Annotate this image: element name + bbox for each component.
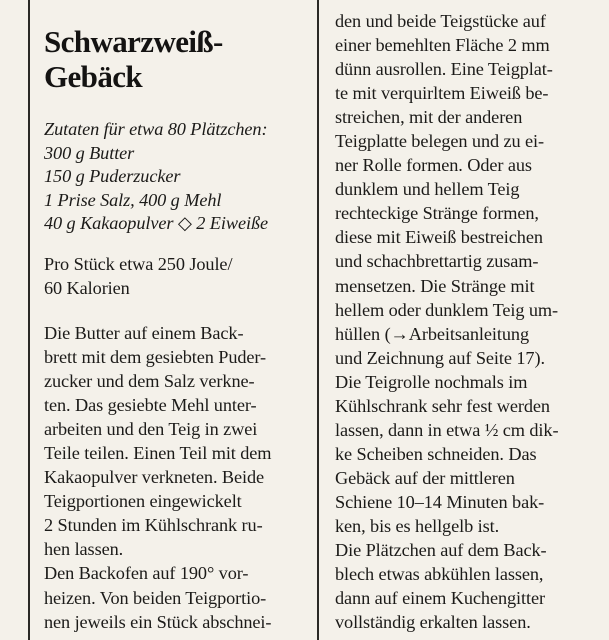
ingredients-list (44, 118, 268, 236)
instruction-line: Gebäck auf der mittleren (335, 467, 515, 488)
ingredient-item: 150 g Puderzucker (44, 166, 181, 187)
instruction-line: arbeiten und den Teig in zwei (44, 419, 258, 440)
instruction-line: Die Teigrolle nochmals im (335, 371, 528, 392)
instruction-line: dünn ausrollen. Eine Teigplat- (335, 59, 553, 80)
ingredient-item: 40 g Kakaopulver ◇ 2 Eiweiße (44, 213, 268, 234)
energy-line: Pro Stück etwa 250 Joule/ (44, 254, 233, 274)
instruction-line: streichen, mit der anderen (335, 107, 523, 128)
instruction-line: zucker und dem Salz verkne- (44, 371, 255, 392)
instruction-line: 2 Stunden im Kühlschrank ru- (44, 515, 263, 536)
energy-info (44, 253, 232, 300)
instructions-right-column (335, 9, 558, 634)
instruction-line: nen jeweils ein Stück abschnei- (44, 611, 272, 632)
recipe-title-line: Schwarzweiß- (44, 24, 223, 59)
instructions-left-column (44, 321, 271, 634)
instruction-line: Teigplatte belegen und zu ei- (335, 131, 545, 152)
recipe-title-line: Gebäck (44, 59, 143, 94)
instruction-line: hüllen (→Arbeitsanleitung (335, 323, 529, 344)
instruction-line: Schiene 10–14 Minuten bak- (335, 491, 545, 512)
instruction-line: diese mit Eiweiß bestreichen (335, 227, 543, 248)
instruction-line: den und beide Teigstücke auf (335, 11, 546, 31)
instruction-line: Kakaopulver verkneten. Beide (44, 467, 265, 488)
instruction-line: und schachbrettartig zusam- (335, 251, 539, 272)
instruction-line: te mit verquirltem Eiweiß be- (335, 83, 549, 104)
instruction-line: vollständig erkalten lassen. (335, 612, 531, 633)
center-column-rule (317, 0, 319, 640)
instruction-line: Den Backofen auf 190° vor- (44, 563, 249, 584)
instruction-line: mensetzen. Die Stränge mit (335, 275, 535, 296)
instruction-line: blech etwas abkühlen lassen, (335, 564, 544, 585)
instruction-line: dunklem und hellem Teig (335, 179, 520, 200)
instruction-line: Die Butter auf einem Back- (44, 323, 244, 343)
instruction-line: hen lassen. (44, 539, 124, 560)
instruction-line: hellem oder dunklem Teig um- (335, 299, 559, 320)
instruction-line: rechteckige Stränge formen, (335, 203, 539, 224)
instruction-line: heizen. Von beiden Teigportio- (44, 587, 267, 608)
instruction-line: Die Plätzchen auf dem Back- (335, 540, 547, 561)
instruction-line: ke Scheiben schneiden. Das (335, 443, 537, 464)
ingredient-item: 300 g Butter (44, 142, 135, 163)
instruction-line: und Zeichnung auf Seite 17). (335, 347, 545, 368)
instruction-line: lassen, dann in etwa ½ cm dik- (335, 419, 559, 440)
ingredients-header: Zutaten für etwa 80 Plätzchen: (44, 119, 268, 139)
instruction-line: ten. Das gesiebte Mehl unter- (44, 395, 257, 416)
left-column-rule (28, 0, 30, 640)
instruction-line: ner Rolle formen. Oder aus (335, 155, 532, 176)
instruction-line: brett mit dem gesiebten Puder- (44, 347, 267, 368)
ingredient-item: 1 Prise Salz, 400 g Mehl (44, 189, 222, 210)
instruction-line: ken, bis es hellgelb ist. (335, 515, 500, 536)
instruction-line: einer bemehlten Fläche 2 mm (335, 35, 550, 56)
energy-line: 60 Kalorien (44, 277, 130, 298)
recipe-title (44, 24, 223, 94)
instruction-line: Kühlschrank sehr fest werden (335, 395, 550, 416)
instruction-line: dann auf einem Kuchengitter (335, 588, 545, 609)
instruction-line: Teigportionen eingewickelt (44, 491, 242, 512)
instruction-line: Teile teilen. Einen Teil mit dem (44, 443, 272, 464)
